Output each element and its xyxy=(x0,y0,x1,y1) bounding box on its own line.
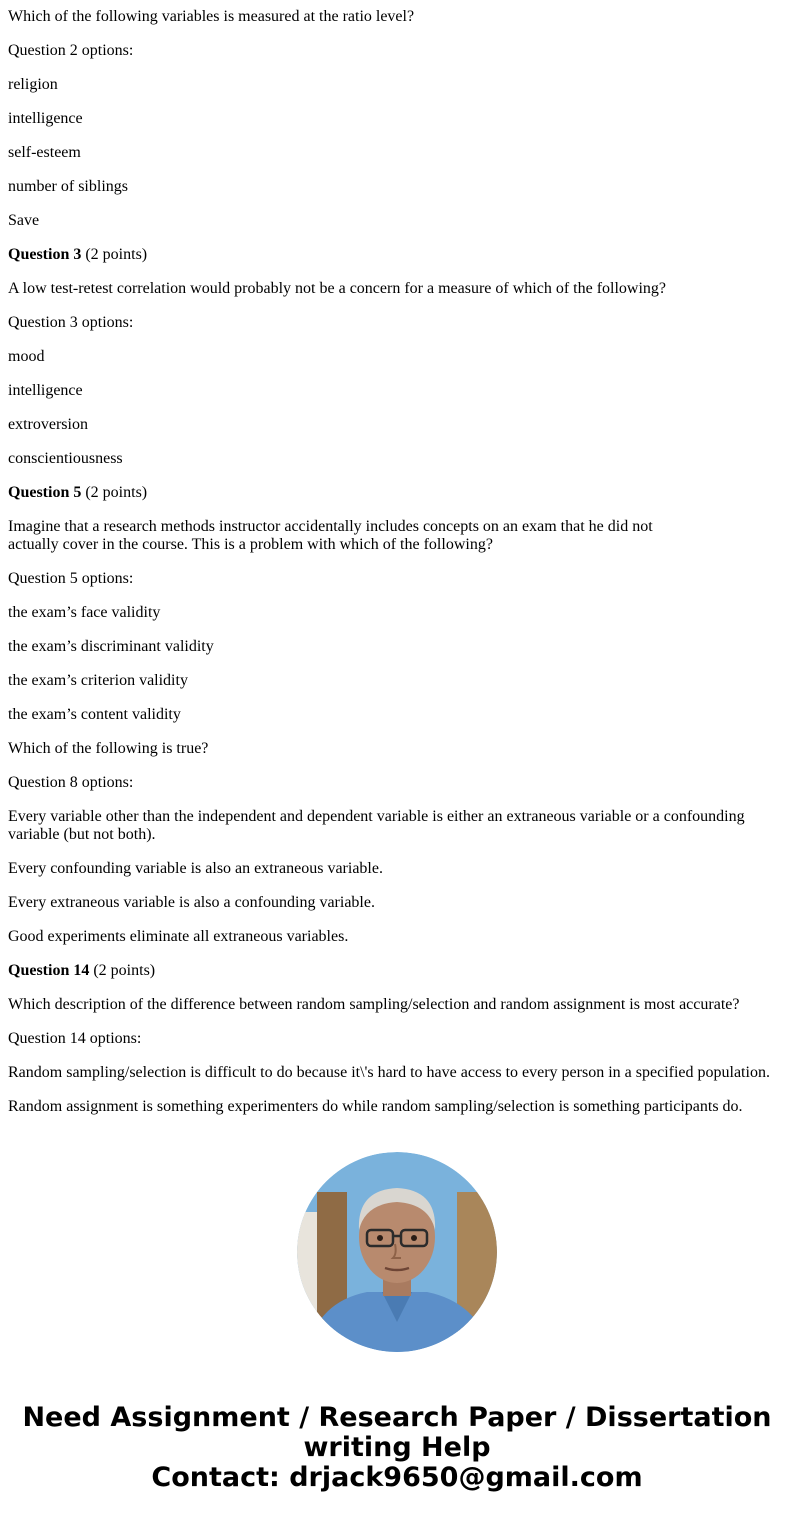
contact-banner xyxy=(0,1403,794,1493)
question-heading xyxy=(8,246,786,264)
text-paragraph: self-esteem xyxy=(8,144,81,161)
text-paragraph: Question 3 options: xyxy=(8,314,134,331)
text-paragraph: Which of the following is true? xyxy=(8,740,209,757)
text-paragraph: the exam’s discriminant validity xyxy=(8,638,214,655)
text-paragraph: Which description of the difference between random sampling/selection and random assignment is most accurate? xyxy=(8,996,740,1013)
text-paragraph: intelligence xyxy=(8,110,83,127)
text-paragraph: Every confounding variable is also an extraneous variable. xyxy=(8,860,383,877)
question-number: Question 3 xyxy=(8,246,82,263)
text-paragraph: the exam’s criterion validity xyxy=(8,672,188,689)
question-heading xyxy=(8,484,786,502)
question-points: (2 points) xyxy=(89,962,156,979)
text-paragraph: Every extraneous variable is also a confounding variable. xyxy=(8,894,375,911)
author-photo xyxy=(297,1152,497,1352)
text-paragraph: Every variable other than the independent and dependent variable is either an extraneous variable or a confounding variable (but not both). xyxy=(8,808,745,843)
text-paragraph: Question 14 options: xyxy=(8,1030,142,1047)
text-paragraph: extroversion xyxy=(8,416,88,433)
banner-line-1: Need Assignment / Research Paper / Dissertation xyxy=(22,1402,772,1433)
question-points: (2 points) xyxy=(81,246,148,263)
banner-contact-email: Contact: drjack9650@gmail.com xyxy=(151,1462,643,1493)
text-paragraph: Random sampling/selection is difficult to do because it\'s hard to have access to every person in a specified population. xyxy=(8,1064,770,1081)
text-paragraph: Good experiments eliminate all extraneous variables. xyxy=(8,928,349,945)
text-paragraph: Random assignment is something experimenters do while random sampling/selection is something participants do. xyxy=(8,1098,743,1115)
author-avatar xyxy=(297,1152,497,1352)
question-heading xyxy=(8,962,786,980)
text-paragraph: Which of the following variables is measured at the ratio level? xyxy=(8,8,415,25)
banner-line-2: writing Help xyxy=(303,1432,491,1463)
text-paragraph: the exam’s content validity xyxy=(8,706,181,723)
text-paragraph: A low test-retest correlation would probably not be a concern for a measure of which of the following? xyxy=(8,280,667,297)
text-paragraph: Question 5 options: xyxy=(8,570,134,587)
text-paragraph: number of siblings xyxy=(8,178,128,195)
text-paragraph: Save xyxy=(8,212,40,229)
question-number: Question 14 xyxy=(8,962,90,979)
text-paragraph: the exam’s face validity xyxy=(8,604,161,621)
text-paragraph: Question 2 options: xyxy=(8,42,134,59)
text-paragraph: mood xyxy=(8,348,45,365)
text-paragraph: conscientiousness xyxy=(8,450,123,467)
text-paragraph: Question 8 options: xyxy=(8,774,134,791)
question-points: (2 points) xyxy=(81,484,148,501)
text-paragraph: intelligence xyxy=(8,382,83,399)
text-paragraph: religion xyxy=(8,76,58,93)
text-paragraph: Imagine that a research methods instructor accidentally includes concepts on an exam that he did not actually cover in the course. This is a problem with which of the following? xyxy=(8,518,653,553)
question-number: Question 5 xyxy=(8,484,82,501)
